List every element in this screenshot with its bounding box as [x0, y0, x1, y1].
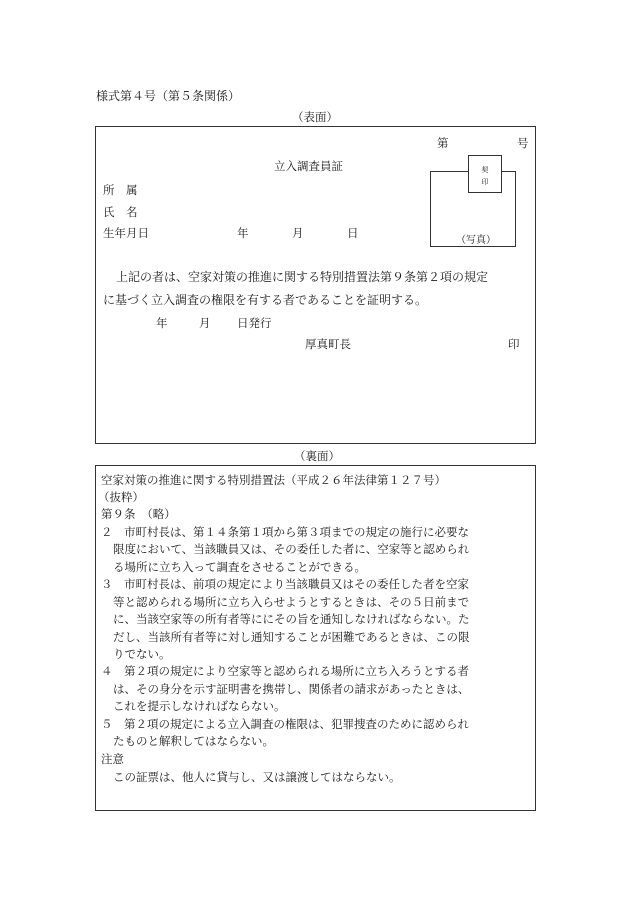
seal-box	[468, 155, 502, 193]
back-line: に、当該空家等の所有者等ににその旨を通知しなければならない。た	[113, 612, 470, 626]
back-line: 注意	[101, 752, 124, 766]
back-line: ４ 第２項の規定により空家等と認められる場所に立ち入ろうとする者	[101, 664, 469, 678]
back-line: この証票は、他人に貸与し、又は譲渡してはならない。	[113, 770, 401, 784]
back-line: （抜粋）	[98, 490, 144, 504]
back-line: これを提示しなければならない。	[113, 699, 286, 713]
back-line: る場所に立ち入って調査をさせることができる。	[113, 560, 366, 574]
back-line: 等と認められる場所に立ち入らせようとするときは、その５日前まで	[113, 595, 470, 609]
issuer: 厚真町長	[305, 337, 351, 351]
front-card	[95, 126, 536, 444]
photo-label: （写真）	[456, 235, 496, 246]
back-line: だし、当該所有者等に対し通知することが困難であるときは、この限	[113, 630, 470, 644]
back-line: りでない。	[113, 647, 171, 661]
affiliation-label-2: 属	[126, 183, 138, 197]
form-title: 様式第４号（第５条関係）	[96, 89, 241, 103]
seal-char-2: 印	[481, 178, 489, 186]
issue-day-label: 日発行	[237, 316, 272, 330]
name-label-1: 氏	[103, 205, 115, 219]
back-line: ３ 市町村長は、前項の規定により当該職員又はその委任した者を空家	[101, 577, 469, 591]
issuer-seal: 印	[508, 337, 520, 351]
birth-year-label: 年	[237, 226, 249, 240]
back-line: 空家対策の推進に関する特別措置法（平成２６年法律第１２７号）	[101, 473, 446, 487]
back-line: たものと解釈してはならない。	[113, 734, 274, 748]
front-heading: （表面）	[292, 110, 338, 124]
back-line: 第９条 （略）	[101, 507, 176, 521]
issue-year-label: 年	[156, 316, 168, 330]
back-line: は、その身分を示す証明書を携帯し、関係者の請求があったときは、	[113, 682, 470, 696]
name-label-2: 名	[126, 205, 138, 219]
back-card	[95, 465, 536, 811]
back-heading: （裏面）	[294, 449, 340, 463]
birth-day-label: 日	[347, 226, 359, 240]
back-line: ２ 市町村長は、第１４条第１項から第３項までの規定の施行に必要な	[101, 525, 469, 539]
statement-line-1: 上記の者は、空家対策の推進に関する特別措置法第９条第２項の規定	[116, 270, 489, 284]
card-title: 立入調査員証	[274, 159, 343, 173]
statement-line-2: に基づく立入調査の権限を有する者であることを証明する。	[103, 293, 428, 307]
birth-label: 生年月日	[103, 226, 149, 240]
seal-char-1: 契	[481, 166, 489, 174]
number-prefix: 第	[437, 136, 449, 150]
number-suffix: 号	[517, 136, 529, 150]
birth-month-label: 月	[292, 226, 304, 240]
affiliation-label-1: 所	[103, 183, 115, 197]
back-line: 限度において、当該職員又は、その委任した者に、空家等と認められ	[113, 542, 470, 556]
back-line: ５ 第２項の規定による立入調査の権限は、犯罪捜査のために認められ	[101, 717, 469, 731]
issue-month-label: 月	[199, 316, 211, 330]
